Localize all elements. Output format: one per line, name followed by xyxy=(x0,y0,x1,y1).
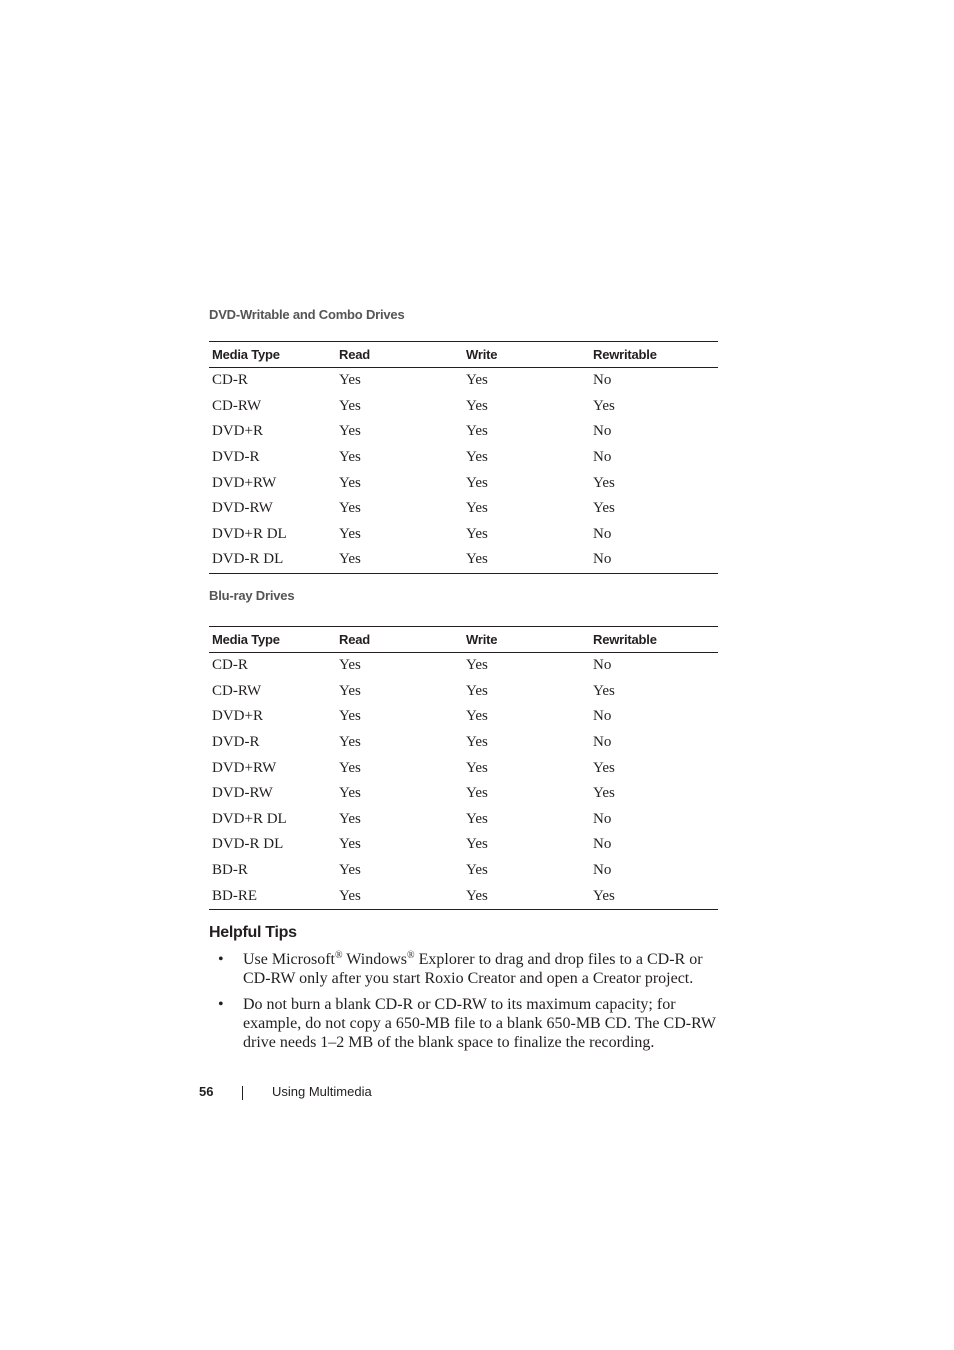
table-cell: Yes xyxy=(466,708,488,725)
column-header: Media Type xyxy=(209,627,336,653)
table-cell: Yes xyxy=(466,759,488,776)
table-cell: Yes xyxy=(593,500,615,517)
table-cell: Yes xyxy=(339,810,361,827)
column-header: Media Type xyxy=(209,342,336,368)
table-cell: DVD-R DL xyxy=(212,836,284,853)
table-cell: Yes xyxy=(339,474,361,491)
table-cell: DVD-R xyxy=(212,449,260,466)
table-cell: No xyxy=(593,372,612,389)
table-cell: Yes xyxy=(339,500,361,517)
table-cell: CD-RW xyxy=(212,682,262,699)
table-cell: No xyxy=(593,449,612,466)
table-cell: BD-RE xyxy=(209,883,336,909)
table-cell: Yes xyxy=(339,785,361,802)
table-header-row xyxy=(209,627,718,653)
footer-divider xyxy=(242,1086,243,1100)
dvd-writable-table xyxy=(209,341,718,574)
table-row xyxy=(209,470,718,496)
tip-text-part: Explorer to drag and drop files to a CD-R or CD-RW only after you start Roxio Creator and open a Creator project. xyxy=(243,951,703,987)
table-row xyxy=(209,807,718,833)
table-cell: Yes xyxy=(593,785,615,802)
registered-mark: ® xyxy=(407,950,415,961)
table-caption-dvd-writable: DVD-Writable and Combo Drives xyxy=(209,307,405,322)
table-cell: Yes xyxy=(339,525,361,542)
tip-item xyxy=(209,950,724,988)
table-cell: Yes xyxy=(593,682,615,699)
table-cell: Yes xyxy=(336,547,463,573)
table-cell: Yes xyxy=(466,397,488,414)
tip-item xyxy=(209,995,724,1052)
bullet-icon: • xyxy=(218,951,224,968)
table-cell: Yes xyxy=(339,682,361,699)
table-cell: Yes xyxy=(339,423,361,440)
tip-text-part: Use Microsoft xyxy=(243,951,335,968)
table-cell: No xyxy=(593,836,612,853)
tips-list xyxy=(209,950,724,1059)
table-cell: DVD-R DL xyxy=(209,547,336,573)
table-cell: Yes xyxy=(466,862,488,879)
table-cell: Yes xyxy=(593,759,615,776)
table-cell: No xyxy=(593,810,612,827)
table-cell: Yes xyxy=(466,372,488,389)
page-number: 56 xyxy=(199,1084,214,1099)
registered-mark: ® xyxy=(334,950,343,961)
column-header: Write xyxy=(463,342,590,368)
table-cell: BD-R xyxy=(212,862,248,879)
table-cell: Yes xyxy=(463,547,590,573)
table-row xyxy=(209,730,718,756)
table-cell: No xyxy=(593,734,612,751)
table-row xyxy=(209,755,718,781)
table-row xyxy=(209,679,718,705)
table-caption-blu-ray: Blu-ray Drives xyxy=(209,588,295,603)
column-header: Rewritable xyxy=(590,342,718,368)
table-row xyxy=(209,832,718,858)
table-cell: Yes xyxy=(466,836,488,853)
table-cell: Yes xyxy=(590,883,718,909)
table-cell: Yes xyxy=(339,862,361,879)
table-cell: Yes xyxy=(339,708,361,725)
table-cell: No xyxy=(593,862,612,879)
table-cell: DVD-R xyxy=(212,734,260,751)
table-cell: Yes xyxy=(339,836,361,853)
table-cell: DVD+R DL xyxy=(212,810,287,827)
table-cell: Yes xyxy=(466,810,488,827)
table-row xyxy=(209,394,718,420)
table-cell: Yes xyxy=(466,500,488,517)
table-row xyxy=(209,883,718,909)
table-row xyxy=(209,781,718,807)
table-cell: CD-R xyxy=(212,657,248,674)
table-cell: Yes xyxy=(466,525,488,542)
table-cell: Yes xyxy=(339,759,361,776)
table-cell: Yes xyxy=(466,682,488,699)
table-row xyxy=(209,704,718,730)
blu-ray-table xyxy=(209,626,718,910)
table-cell: Yes xyxy=(463,883,590,909)
table-cell: CD-RW xyxy=(212,397,262,414)
table-cell: Yes xyxy=(466,423,488,440)
table-cell: DVD+R DL xyxy=(212,525,287,542)
table-row xyxy=(209,653,718,679)
table-cell: Yes xyxy=(466,474,488,491)
table-header-row xyxy=(209,342,718,368)
table-cell: Yes xyxy=(339,449,361,466)
table-cell: Yes xyxy=(466,657,488,674)
table-cell: Yes xyxy=(339,657,361,674)
table-cell: Yes xyxy=(593,397,615,414)
table-cell: Yes xyxy=(336,883,463,909)
table-cell: DVD+R xyxy=(212,708,263,725)
tip-text-part: Windows xyxy=(342,951,407,968)
table-cell: Yes xyxy=(466,785,488,802)
table-cell: No xyxy=(593,423,612,440)
bullet-icon: • xyxy=(218,996,224,1013)
table-row xyxy=(209,496,718,522)
column-header: Rewritable xyxy=(590,627,718,653)
table-cell: Yes xyxy=(339,397,361,414)
table-row xyxy=(209,368,718,394)
table-cell: No xyxy=(593,525,612,542)
table-row xyxy=(209,419,718,445)
table-cell: DVD+RW xyxy=(212,474,277,491)
table-cell: DVD-RW xyxy=(212,785,273,802)
table-cell: No xyxy=(593,708,612,725)
table-cell: Yes xyxy=(466,449,488,466)
table-row xyxy=(209,547,718,573)
footer-section-title: Using Multimedia xyxy=(272,1084,372,1099)
table-row xyxy=(209,522,718,548)
table-cell: Yes xyxy=(593,474,615,491)
table-cell: No xyxy=(590,547,718,573)
table-cell: Yes xyxy=(466,734,488,751)
table-cell: Yes xyxy=(339,734,361,751)
column-header: Read xyxy=(336,627,463,653)
table-cell: DVD+R xyxy=(212,423,263,440)
table-cell: No xyxy=(593,657,612,674)
section-heading-helpful-tips: Helpful Tips xyxy=(209,924,297,941)
column-header: Write xyxy=(463,627,590,653)
table-row xyxy=(209,858,718,884)
table-cell: CD-R xyxy=(212,372,248,389)
table-cell: Yes xyxy=(339,372,361,389)
table-row xyxy=(209,445,718,471)
table-cell: DVD-RW xyxy=(212,500,273,517)
tip-text: Do not burn a blank CD-R or CD-RW to its maximum capacity; for example, do not copy a 650-MB file to a blank 650-MB CD. The CD-RW drive needs 1–2 MB of the blank space to finalize the recording. xyxy=(243,996,716,1051)
table-cell: DVD+RW xyxy=(212,759,277,776)
column-header: Read xyxy=(336,342,463,368)
